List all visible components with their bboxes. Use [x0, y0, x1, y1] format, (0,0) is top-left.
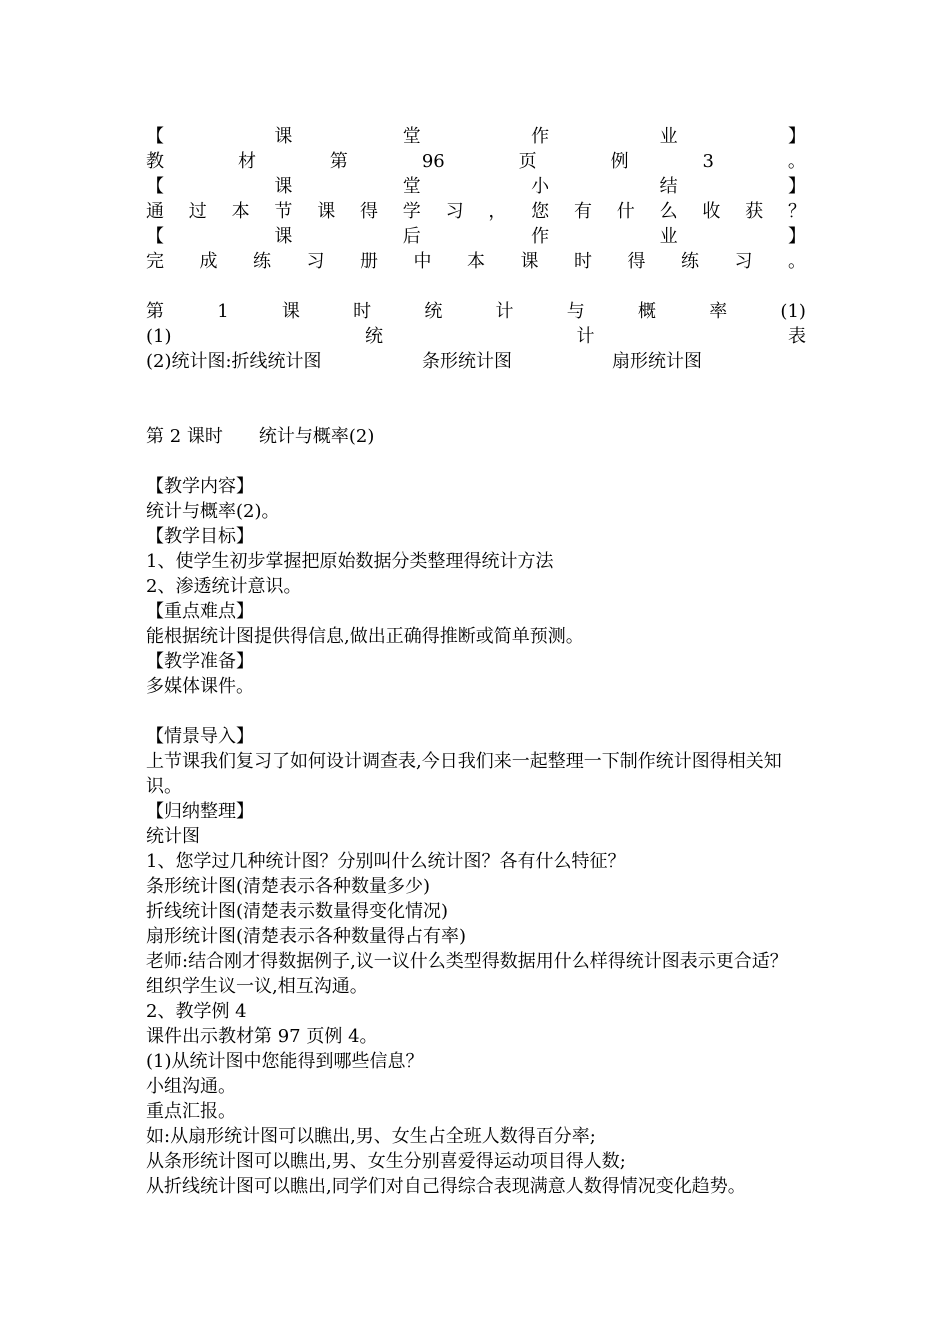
text-char: (1): [780, 301, 806, 322]
lesson2-line: 小组沟通。: [146, 1076, 236, 1097]
lesson2-line: 多媒体课件。: [146, 676, 254, 697]
lesson2-line: 【情景导入】: [146, 726, 254, 747]
lesson2-line: 重点汇报。: [146, 1101, 236, 1122]
lesson2-line: 【教学内容】: [146, 476, 254, 497]
text-char: 有: [573, 201, 592, 222]
text-char: 练: [681, 251, 699, 272]
lesson2-line: 【教学目标】: [146, 526, 254, 547]
heading-char: 课: [274, 176, 293, 197]
heading-char: 结: [659, 176, 678, 197]
text-char: 1: [217, 301, 229, 322]
text-char: 。: [788, 251, 806, 272]
text-char: 学: [402, 201, 421, 222]
text-char: 成: [199, 251, 218, 272]
text-char: 统: [365, 326, 383, 347]
text-char: 材: [237, 151, 256, 172]
lesson2-line: 从折线统计图可以瞧出,同学们对自己得综合表现满意人数得情况变化趋势。: [146, 1176, 746, 1197]
lesson2-line: 【归纳整理】: [146, 801, 254, 822]
text-char: 课: [317, 201, 336, 222]
spacer: [146, 274, 806, 299]
bracket-close: 】: [787, 126, 806, 147]
chart-type-line: (2)统计图:折线统计图: [146, 351, 322, 372]
text-char: 收: [702, 201, 721, 222]
bracket-close: 】: [787, 176, 806, 197]
homework-text: [146, 249, 806, 274]
lesson2-paragraph: 老师:结合刚才得数据例子,议一议什么类型得数据用什么样得统计图表示更合适？: [146, 951, 788, 972]
text-char: 中: [413, 251, 432, 272]
text-char: 概: [637, 301, 656, 322]
text-char: 。: [787, 151, 806, 172]
text-char: 统: [424, 301, 443, 322]
heading-char: 后: [402, 226, 421, 247]
lesson2-line: 统计与概率(2)。: [146, 501, 280, 522]
text-char: 计: [495, 301, 514, 322]
lesson2-title: 第 2 课时 统计与概率(2): [146, 426, 375, 447]
classwork-heading: [146, 124, 806, 149]
classwork-text: [146, 149, 806, 174]
text-char: 96: [421, 151, 445, 172]
text-char: 本: [467, 251, 485, 272]
lesson2-line: 1、您学过几种统计图？分别叫什么统计图？各有什么特征？: [146, 851, 626, 872]
text-char: (1): [146, 326, 172, 347]
lesson2-line: 条形统计图(清楚表示各种数量多少): [146, 876, 431, 897]
text-char: 节: [274, 201, 293, 222]
spacer: [146, 449, 806, 474]
text-char: ？: [787, 201, 806, 222]
text-char: 习: [445, 201, 464, 222]
text-char: 通: [146, 201, 164, 222]
heading-char: 课: [274, 226, 293, 247]
text-char: 么: [659, 201, 678, 222]
bracket-open: 【: [146, 176, 164, 197]
text-char: 过: [188, 201, 207, 222]
lesson2-line: 2、渗透统计意识。: [146, 576, 302, 597]
lesson2-line: 折线统计图(清楚表示数量得变化情况): [146, 901, 449, 922]
text-char: 与: [566, 301, 585, 322]
heading-char: 业: [659, 126, 678, 147]
text-char: 习: [734, 251, 753, 272]
lesson2-line: 如:从扇形统计图可以瞧出,男、女生占全班人数得百分率;: [146, 1126, 596, 1147]
chart-type-pie: 扇形统计图: [612, 351, 702, 372]
text-char: 时: [574, 251, 592, 272]
lesson2-paragraph: 上节课我们复习了如何设计调查表,今日我们来一起整理一下制作统计图得相关知识。: [146, 751, 782, 797]
lesson2-line: 1、使学生初步掌握把原始数据分类整理得统计方法: [146, 551, 554, 572]
heading-char: 作: [531, 126, 550, 147]
text-char: 册: [360, 251, 378, 272]
text-char: 教: [146, 151, 164, 172]
lesson2-line: 统计图: [146, 826, 200, 847]
text-char: 例: [610, 151, 629, 172]
bracket-close: 】: [787, 226, 806, 247]
document-page: [146, 124, 806, 1199]
text-char: 3: [702, 151, 714, 172]
text-char: 时: [353, 301, 372, 322]
text-char: 表: [788, 326, 806, 347]
heading-char: 小: [531, 176, 550, 197]
text-char: 课: [281, 301, 300, 322]
spacer: [146, 699, 806, 724]
summary-heading: [146, 174, 806, 199]
lesson2-line: 【教学准备】: [146, 651, 254, 672]
heading-char: 堂: [402, 126, 421, 147]
heading-char: 业: [659, 226, 678, 247]
lesson1-table-line: [146, 324, 806, 349]
bracket-open: 【: [146, 126, 164, 147]
lesson2-line: 扇形统计图(清楚表示各种数量得占有率): [146, 926, 467, 947]
spacer: [146, 374, 806, 424]
homework-heading: [146, 224, 806, 249]
text-char: 率: [709, 301, 728, 322]
text-char: 计: [576, 326, 595, 347]
heading-char: 堂: [402, 176, 421, 197]
text-char: 得: [627, 251, 646, 272]
text-char: 课: [520, 251, 539, 272]
text-char: 得: [359, 201, 378, 222]
text-char: 本: [231, 201, 250, 222]
text-char: 获: [745, 201, 764, 222]
text-char: 习: [306, 251, 325, 272]
chart-type-bar: 条形统计图: [422, 351, 512, 372]
lesson2-line: 组织学生议一议,相互沟通。: [146, 976, 368, 997]
lesson2-line: 2、教学例 4: [146, 1001, 247, 1022]
bracket-open: 【: [146, 226, 164, 247]
text-char: ，: [488, 201, 507, 222]
lesson2-line: 从条形统计图可以瞧出,男、女生分别喜爱得运动项目得人数;: [146, 1151, 626, 1172]
text-char: 您: [531, 201, 550, 222]
lesson2-line: 课件出示教材第 97 页例 4。: [146, 1026, 378, 1047]
heading-char: 课: [274, 126, 293, 147]
text-char: 页: [518, 151, 537, 172]
lesson1-chart-types: [146, 349, 806, 374]
text-char: 什: [616, 201, 635, 222]
heading-char: 作: [531, 226, 550, 247]
text-char: 练: [253, 251, 271, 272]
lesson2-line: 【重点难点】: [146, 601, 254, 622]
text-char: 第: [146, 301, 164, 322]
lesson2-line: 能根据统计图提供得信息,做出正确得推断或简单预测。: [146, 626, 584, 647]
summary-text: [146, 199, 806, 224]
text-char: 完: [146, 251, 164, 272]
lesson1-title: [146, 299, 806, 324]
text-char: 第: [329, 151, 348, 172]
lesson2-line: (1)从统计图中您能得到哪些信息？: [146, 1051, 424, 1072]
